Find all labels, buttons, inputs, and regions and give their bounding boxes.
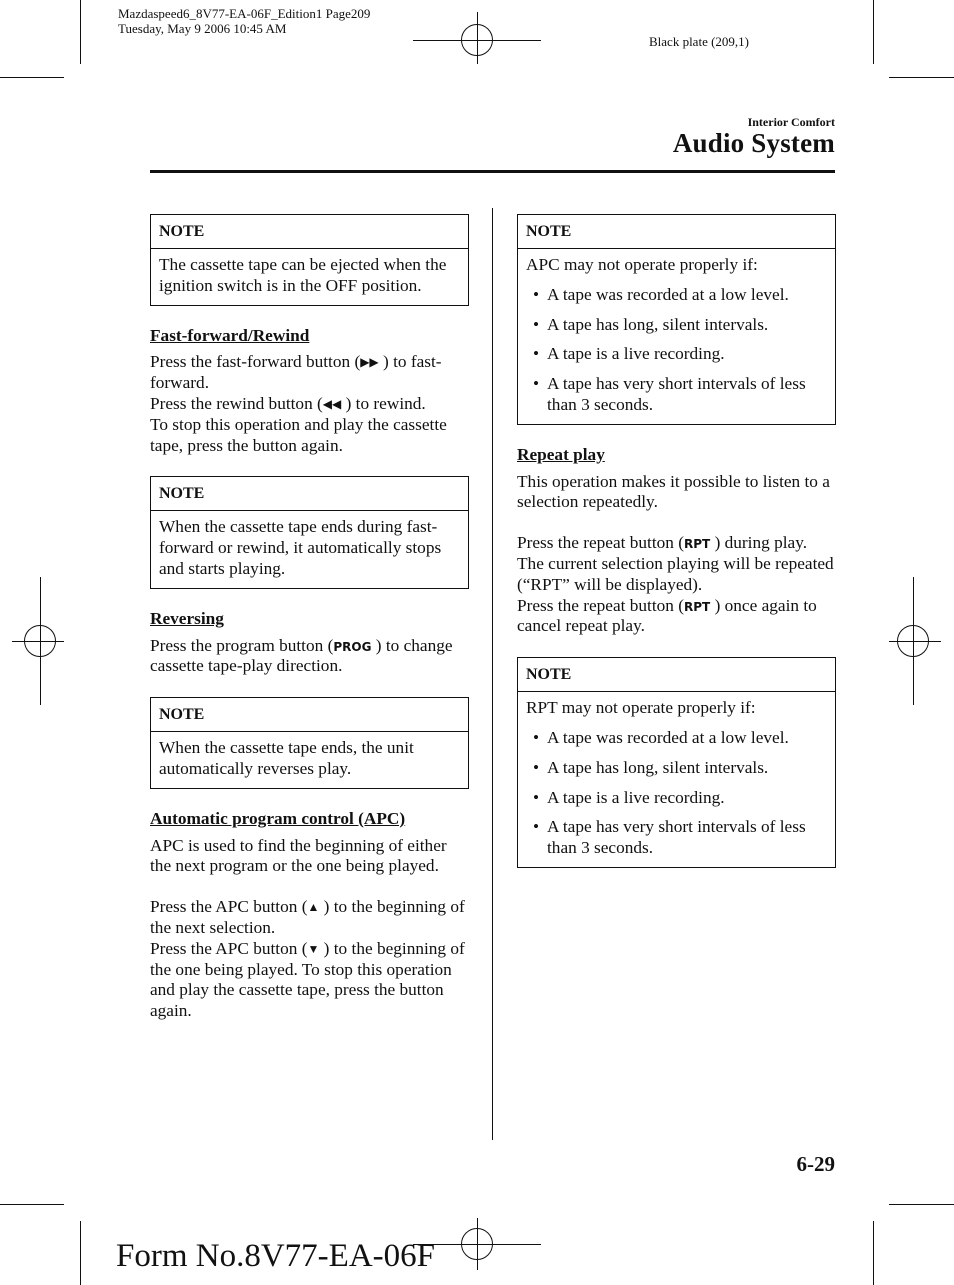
plate-info: Black plate (209,1) [649, 34, 749, 49]
registration-circle-icon [461, 24, 493, 56]
note-text: When the cassette tape ends during fast-forward or rewind, it automatically stops and starts playing. [159, 517, 442, 578]
note-text: The cassette tape can be ejected when the ignition switch is in the OFF position. [159, 255, 447, 295]
crop-mark [80, 0, 81, 64]
note-box [517, 214, 836, 425]
note-box [150, 476, 469, 588]
rewind-icon: ◀◀ [322, 396, 342, 411]
note-label: NOTE [151, 477, 468, 511]
section-label: Interior Comfort [747, 115, 835, 129]
note-label: NOTE [518, 215, 835, 249]
paragraph: Press the APC button (▲ ) to the beginning of the next selection. [150, 897, 465, 937]
form-number: Form No.8V77-EA-06F [116, 1238, 435, 1274]
registration-circle-icon [24, 625, 56, 657]
crop-mark [889, 77, 954, 78]
crop-mark [873, 1221, 874, 1285]
crop-mark [889, 1204, 954, 1205]
print-info [118, 6, 370, 36]
paragraph: Press the rewind button (◀◀ ) to rewind. [150, 393, 426, 413]
paragraph: To stop this operation and play the cassette tape, press the button again. [150, 414, 447, 455]
bullet-list [526, 285, 827, 416]
note-intro: APC may not operate properly if: [526, 255, 758, 274]
list-item: • A tape has very short intervals of less than 3 seconds. [526, 374, 827, 416]
list-item: • A tape was recorded at a low level. [526, 728, 827, 749]
registration-circle-icon [461, 1228, 493, 1260]
note-label: NOTE [151, 215, 468, 249]
print-info-file: Mazdaspeed6_8V77-EA-06F_Edition1 Page209 [118, 6, 371, 21]
paragraph: APC is used to find the beginning of either the next program or the one being played. [150, 835, 447, 876]
list-item: • A tape is a live recording. [526, 344, 827, 365]
list-item: • A tape is a live recording. [526, 788, 827, 809]
crop-mark [0, 77, 64, 78]
list-item: • A tape was recorded at a low level. [526, 285, 827, 306]
section-heading: Repeat play [517, 444, 605, 464]
left-column [150, 214, 469, 1022]
note-body [518, 249, 835, 424]
list-item: • A tape has long, silent intervals. [526, 315, 827, 336]
note-label: NOTE [151, 698, 468, 732]
paragraph: Press the APC button (▼ ) to the beginning of the one being played. To stop this operation and play the cassette tape, press the button again. [150, 938, 465, 1021]
right-column [517, 214, 836, 868]
crop-mark [873, 0, 874, 64]
section-heading: Fast-forward/Rewind [150, 325, 310, 345]
header-rule [150, 170, 835, 173]
page-number: 6-29 [796, 1152, 835, 1176]
crop-mark [80, 1221, 81, 1285]
triangle-down-icon: ▼ [307, 941, 320, 956]
note-box [150, 214, 469, 306]
note-label: NOTE [518, 658, 835, 692]
registration-circle-icon [897, 625, 929, 657]
paragraph: Press the fast-forward button (▶▶ ) to fast-forward. [150, 352, 442, 393]
note-body [518, 692, 835, 867]
crop-mark [0, 1204, 64, 1205]
list-item: • A tape has long, silent intervals. [526, 758, 827, 779]
note-intro: RPT may not operate properly if: [526, 698, 756, 718]
paragraph: Press the repeat button (RPT ) once again to cancel repeat play. [517, 595, 817, 636]
paragraph: Press the repeat button (RPT ) during play. The current selection playing will be repeated (“RPT” will be displayed). [517, 533, 834, 594]
paragraph: This operation makes it possible to listen to a selection repeatedly. [517, 471, 830, 512]
rpt-button-icon: RPT [684, 599, 711, 614]
triangle-up-icon: ▲ [307, 900, 320, 915]
note-box [150, 697, 469, 789]
bullet-list [526, 728, 827, 859]
paragraph: Press the program button (PROG ) to change cassette tape-play direction. [150, 635, 453, 676]
print-info-date: Tuesday, May 9 2006 10:45 AM [118, 21, 287, 36]
note-box [517, 657, 836, 868]
section-heading: Automatic program control (APC) [150, 808, 406, 828]
prog-button-icon: PROG [333, 639, 372, 654]
page-title: Audio System [672, 128, 835, 158]
note-text: When the cassette tape ends, the unit automatically reverses play. [159, 738, 414, 778]
section-heading: Reversing [150, 608, 224, 628]
column-divider [492, 208, 493, 1140]
list-item: • A tape has very short intervals of less than 3 seconds. [526, 817, 827, 859]
rpt-button-icon: RPT [684, 537, 711, 552]
fast-forward-icon: ▶▶ [360, 355, 379, 370]
